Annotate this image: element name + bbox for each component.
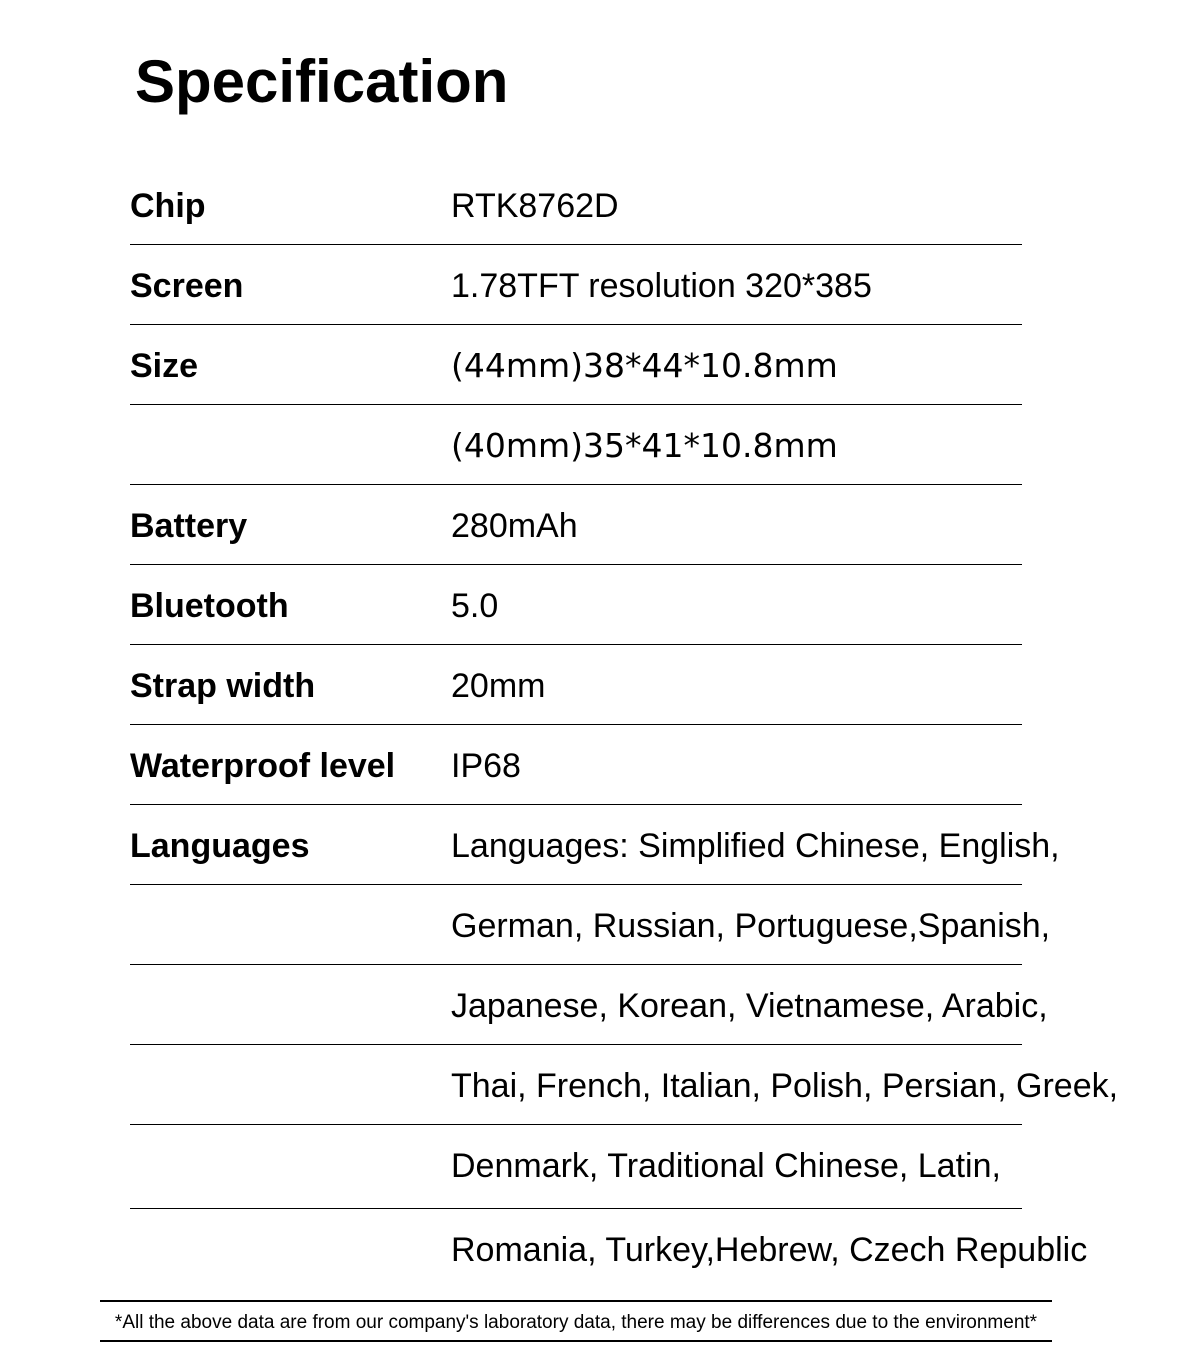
spec-row-screen [130,245,1022,325]
spec-row-chip [130,165,1022,245]
spec-row-languages-continued [130,1125,1022,1209]
spec-label: Bluetooth [130,587,289,625]
spec-value: (40mm)35*41*10.8mm [451,426,838,465]
spec-value: 5.0 [451,587,499,625]
spec-value: Romania, Turkey,Hebrew, Czech Republic [451,1231,1088,1269]
spec-row-bluetooth [130,565,1022,645]
footnote-bottom-divider [100,1340,1052,1342]
spec-label: Strap width [130,667,316,705]
spec-value: 1.78TFT resolution 320*385 [451,267,872,305]
spec-value: RTK8762D [451,187,619,225]
spec-value: Languages: Simplified Chinese, English, [451,827,1060,865]
spec-row-waterproof-level [130,725,1022,805]
footnote-top-divider [100,1300,1052,1302]
spec-row-languages-continued [130,885,1051,965]
spec-row-languages-continued [130,965,1048,1045]
spec-label: Chip [130,187,206,225]
spec-row-languages-continued [130,1045,1119,1125]
spec-value: IP68 [451,747,521,785]
spec-value: Denmark, Traditional Chinese, Latin, [451,1147,1001,1185]
spec-row-size-continued [130,405,1022,485]
spec-value: German, Russian, Portuguese,Spanish, [451,907,1051,945]
spec-value: 20mm [451,667,546,705]
spec-value: Thai, French, Italian, Polish, Persian, Greek, [451,1067,1119,1105]
spec-label: Size [130,347,199,385]
spec-value: Japanese, Korean, Vietnamese, Arabic, [451,987,1048,1025]
spec-label: Screen [130,267,244,305]
spec-value: (44mm)38*44*10.8mm [451,346,838,385]
spec-row-languages-continued [130,1209,1088,1289]
spec-label: Waterproof level [130,747,396,785]
footnote-text: *All the above data are from our company's laboratory data, there may be differences due to the environment* [114,1312,1038,1333]
page-title: Specification [135,48,509,115]
spec-label: Languages [130,827,310,865]
spec-row-size [130,325,1022,405]
spec-row-languages [130,805,1060,885]
spec-table [130,165,1119,1289]
spec-row-strap-width [130,645,1022,725]
spec-value: 280mAh [451,507,578,545]
spec-row-battery [130,485,1022,565]
spec-label: Battery [130,507,248,545]
